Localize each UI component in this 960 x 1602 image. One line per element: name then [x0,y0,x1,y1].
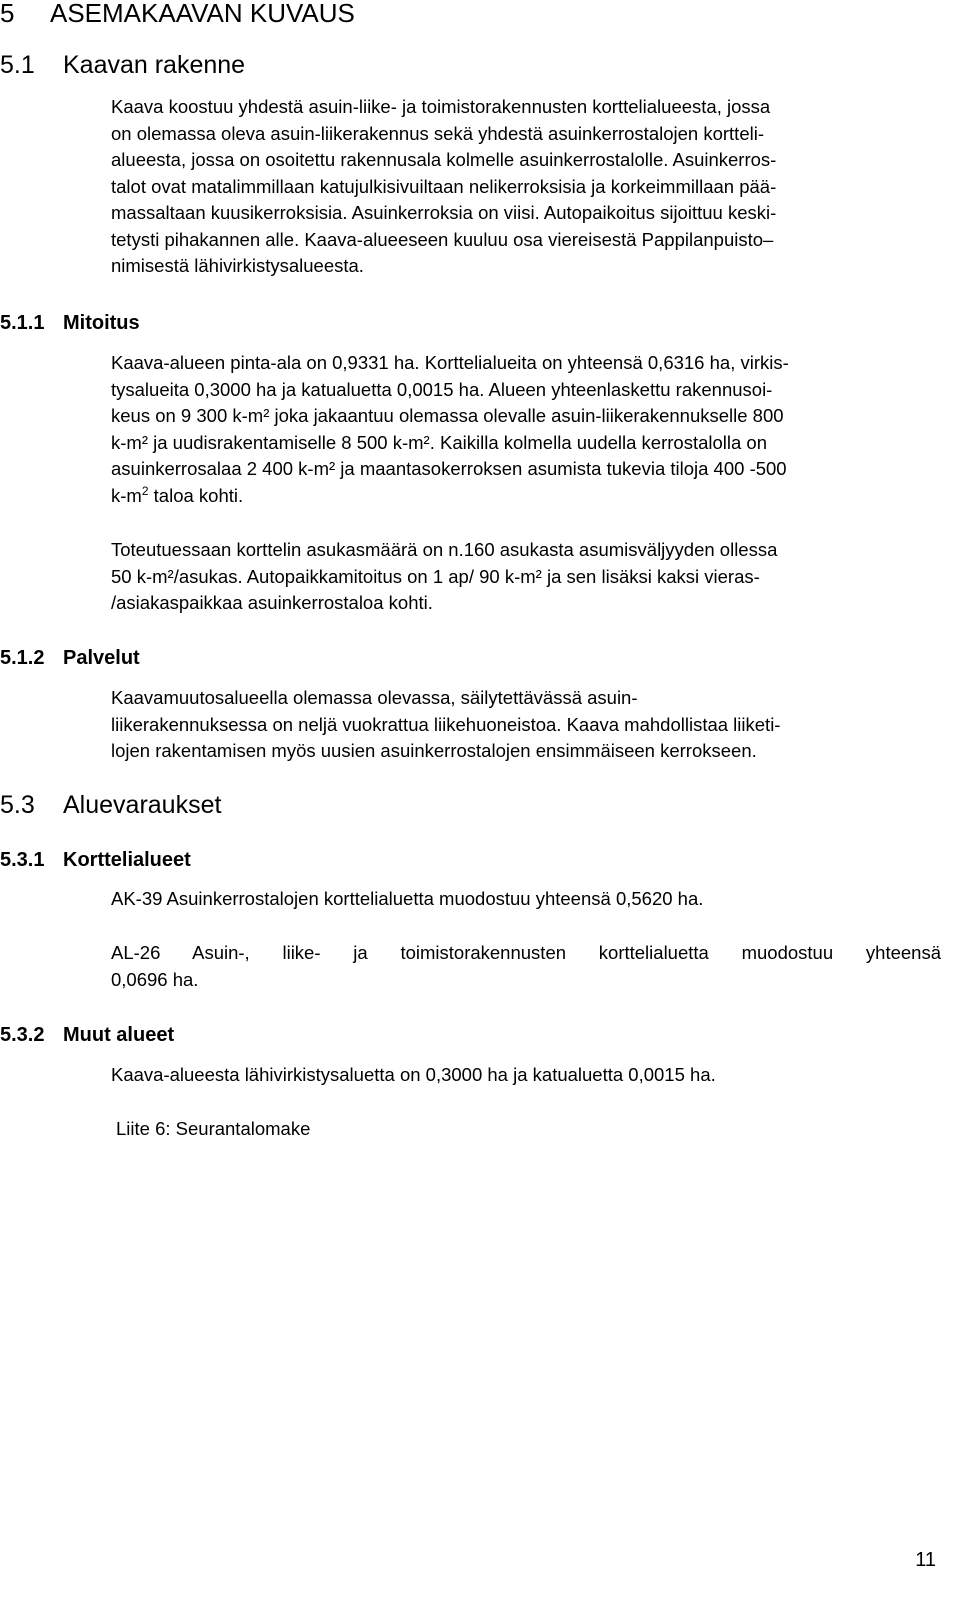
text-line: alueesta, jossa on osoitettu rakennusala kolmelle asuinkerrostalolle. Asuinkerros- [111,149,777,170]
paragraph-ak-39 [111,886,941,913]
paragraph-mitoitus-2 [111,537,941,617]
text-line: Kaava koostuu yhdestä asuin-liike- ja toimistorakennusten korttelialueesta, jossa [111,96,771,117]
text-line: tetysti pihakannen alle. Kaava-alueeseen kuuluu osa viereisestä Pappilanpuisto– [111,228,774,250]
text-line: /asiakaspaikkaa asuinkerrostaloa kohti. [111,592,433,613]
text-line: 0,0696 ha. [111,968,199,990]
section-title: Kaavan rakenne [63,51,246,79]
text-line: 50 k-m²/asukas. Autopaikkamitoitus on 1 ap/ 90 k-m² ja sen lisäksi kaksi vieras- [111,565,760,587]
text-line: talot ovat matalimmillaan katujulkisivuiltaan nelikerroksisia ja korkeimmillaan pää- [111,175,777,197]
superscript: 2 [141,483,149,498]
page-number: 11 [915,1549,936,1571]
section-title: Aluevaraukset [63,791,222,819]
text-line: massaltaan kuusikerroksisia. Asuinkerroksia on viisi. Autopaikoitus sijoittuu keski- [111,202,777,223]
text-line: Toteutuessaan korttelin asukasmäärä on n.160 asukasta asumisväljyyden ollessa [111,539,778,560]
subsection-heading-5-3-2 [0,1022,174,1048]
text-fragment: taloa kohti. [148,484,244,506]
subsection-heading-5-1-2 [0,645,140,671]
paragraph-palvelut [111,685,941,765]
attachment-text: Liite 6: Seurantalomake [116,1118,311,1139]
unit-text: k-m [111,484,142,506]
text-line: Kaava-alueesta lähivirkistysaluetta on 0,3000 ha ja katualuetta 0,0015 ha. [111,1064,716,1085]
paragraph-kaavan-rakenne [111,94,941,280]
paragraph-mitoitus-1 [111,350,941,509]
subsection-heading-5-1-1 [0,310,140,336]
subsection-title: Muut alueet [63,1024,175,1046]
paragraph-muut-alueet [111,1062,941,1089]
section-heading-5-1 [0,50,245,80]
subsection-number: 5.1.1 [0,312,45,334]
text-line: AK-39 Asuinkerrostalojen korttelialuetta muodostuu yhteensä 0,5620 ha. [111,888,704,909]
text-line: on olemassa oleva asuin-liikerakennus sekä yhdestä asuinkerrostalojen kortteli- [111,122,764,144]
attachment-reference [116,1116,946,1143]
text-line: keus on 9 300 k-m² joka jakaantuu olemassa olevalle asuin-liikerakennukselle 800 [111,405,784,426]
text-line: Kaavamuutosalueella olemassa olevassa, säilytettävässä asuin- [111,687,638,708]
subsection-number: 5.3.2 [0,1024,45,1046]
section-heading-5-3 [0,790,221,820]
text-line: Kaava-alueen pinta-ala on 0,9331 ha. Korttelialueita on yhteensä 0,6316 ha, virkis- [111,352,789,373]
chapter-title: ASEMAKAAVAN KUVAUS [50,0,355,28]
subsection-heading-5-3-1 [0,847,191,873]
subsection-title: Mitoitus [63,312,140,334]
section-number: 5.1 [0,51,35,79]
subsection-title: Korttelialueet [63,849,191,871]
paragraph-al-26 [111,940,941,993]
text-line: k-m² ja uudisrakentamiselle 8 500 k-m². Kaikilla kolmella uudella kerrostalolla on [111,431,768,453]
chapter-heading [0,0,355,28]
text-line: tysalueita 0,3000 ha ja katualuetta 0,0015 ha. Alueen yhteenlaskettu rakennusoi- [111,378,773,400]
text-line: nimisestä lähivirkistysalueesta. [111,255,364,276]
text-line: AL-26 Asuin-, liike- ja toimistorakennusten korttelialuetta muodostuu yhteensä [111,942,941,963]
text-line [111,483,941,510]
section-number: 5.3 [0,791,35,819]
subsection-number: 5.3.1 [0,849,45,871]
subsection-title: Palvelut [63,647,140,669]
chapter-number: 5 [0,0,15,28]
text-line: asuinkerrosalaa 2 400 k-m² ja maantasokerroksen asumista tukevia tiloja 400 -500 [111,458,787,479]
text-line: liikerakennuksessa on neljä vuokrattua liikehuoneistoa. Kaava mahdollistaa liiketi- [111,713,781,735]
subsection-number: 5.1.2 [0,647,45,669]
text-line: lojen rakentamisen myös uusien asuinkerrostalojen ensimmäiseen kerrokseen. [111,740,757,761]
